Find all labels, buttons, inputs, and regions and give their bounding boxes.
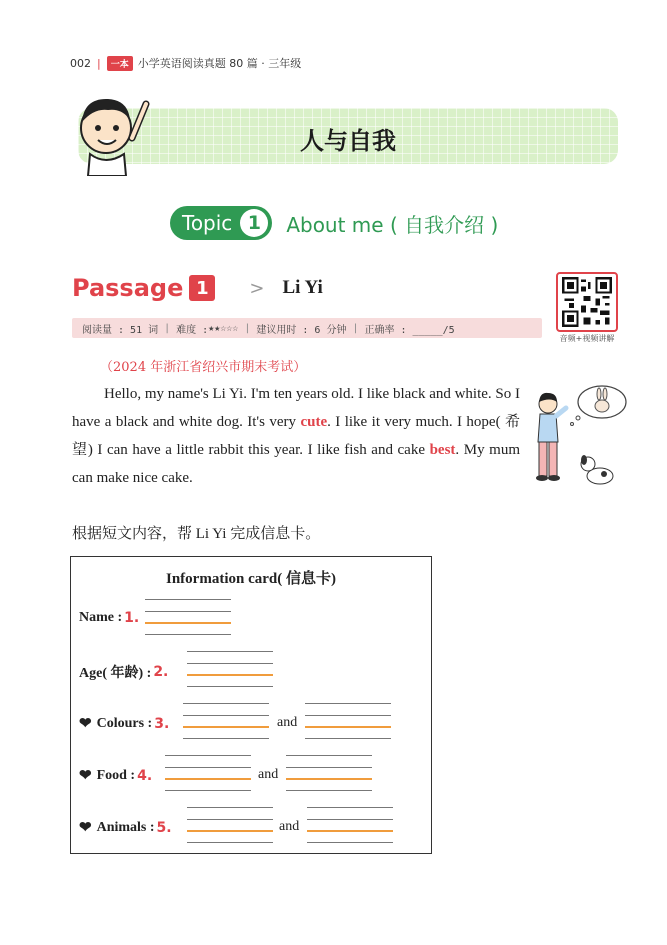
stats-divider: | <box>352 322 359 334</box>
information-card <box>70 556 432 854</box>
answer-blank-5a[interactable] <box>187 830 273 832</box>
difficulty-label: 难度 : <box>176 324 209 336</box>
highlight-word: best <box>429 442 456 458</box>
instruction: 根据短文内容，帮 Li Yi 完成信息卡。 <box>72 526 321 542</box>
guide-line <box>307 819 393 820</box>
book-title: 小学英语阅读真题 80 篇 · 三年级 <box>137 57 302 70</box>
header-divider: | <box>97 56 101 70</box>
guide-line <box>165 755 251 756</box>
card-title: Information card( 信息卡) <box>166 571 336 587</box>
row-label: Name : <box>79 610 123 625</box>
qr-caption: 音频+视频讲解 <box>559 334 615 343</box>
card-row-food <box>79 766 152 785</box>
boy-with-dog-illustration <box>520 380 630 490</box>
row-label: Food : <box>96 767 136 783</box>
card-row-name <box>79 610 139 626</box>
heart-icon: ❤ <box>79 716 92 732</box>
guide-line <box>286 767 372 768</box>
passage-paragraph <box>72 380 520 492</box>
row-label: Colours : <box>96 715 153 731</box>
guide-line <box>307 807 393 808</box>
guide-line <box>187 819 273 820</box>
guide-line <box>187 807 273 808</box>
guide-line <box>286 755 372 756</box>
row-number: 1. <box>124 610 140 626</box>
card-row-age <box>79 662 168 682</box>
stats-divider: | <box>244 322 251 334</box>
topic-heading <box>170 206 498 240</box>
guide-line <box>145 611 231 612</box>
exam-source: （2024 年浙江省绍兴市期末考试） <box>100 360 307 375</box>
guide-line <box>187 651 273 652</box>
passage-title: Li Yi <box>282 277 323 298</box>
text-segment: . I like it very much. I hope( 希望) I can have a little rabbit this year. I like fish and cake <box>72 414 520 458</box>
chapter-title: 人与自我 <box>300 127 396 155</box>
reading-stats-bar <box>72 318 542 338</box>
guide-line <box>165 790 251 791</box>
guide-line <box>183 715 269 716</box>
chevron-right-icon: > <box>249 277 265 299</box>
highlight-word: cute <box>300 414 328 430</box>
passage-text <box>72 380 520 492</box>
suggested-time: 建议用时 : 6 分钟 <box>256 324 347 336</box>
guide-line <box>286 790 372 791</box>
topic-number: 1 <box>240 209 268 237</box>
row-number: 4. <box>137 767 153 784</box>
guide-line <box>145 634 231 635</box>
word-count: 阅读量 : 51 词 <box>82 324 159 336</box>
card-row-colours <box>79 714 169 733</box>
text-segment: Hello, my name's Li Yi. I'm ten years old. I like black and white. So I have a black and white dog. It's very <box>72 386 521 430</box>
stats-divider: | <box>164 322 171 334</box>
and-connector: and <box>279 819 300 834</box>
guide-line <box>165 767 251 768</box>
row-label: Age( 年龄) : <box>79 666 152 681</box>
row-number: 2. <box>153 664 169 680</box>
accuracy: 正确率 : _____/5 <box>364 324 455 336</box>
card-row-animals <box>79 818 172 837</box>
answer-blank-3b[interactable] <box>305 726 391 728</box>
answer-blank-4b[interactable] <box>286 778 372 780</box>
and-connector: and <box>277 715 298 730</box>
guide-line <box>305 738 391 739</box>
passage-label: Passage <box>72 274 184 302</box>
passage-heading <box>72 274 323 302</box>
page-number: 002 <box>70 56 91 70</box>
answer-blank-4a[interactable] <box>165 778 251 780</box>
row-label: Animals : <box>96 819 155 835</box>
answer-blank-2[interactable] <box>187 674 273 676</box>
row-number: 3. <box>154 715 170 732</box>
guide-line <box>187 842 273 843</box>
guide-line <box>183 703 269 704</box>
and-connector: and <box>258 767 279 782</box>
guide-line <box>305 703 391 704</box>
topic-subtitle: About me ( 自我介绍 ) <box>286 212 499 237</box>
series-logo: 一本 <box>107 56 133 71</box>
answer-blank-3a[interactable] <box>183 726 269 728</box>
answer-blank-5b[interactable] <box>307 830 393 832</box>
guide-line <box>187 663 273 664</box>
passage-number: 1 <box>189 275 215 301</box>
heart-icon: ❤ <box>79 768 92 784</box>
guide-line <box>187 686 273 687</box>
guide-line <box>145 599 231 600</box>
guide-line <box>305 715 391 716</box>
heart-icon: ❤ <box>79 820 92 836</box>
boy-pointing-illustration <box>66 86 166 176</box>
qr-code-icon <box>561 277 613 327</box>
guide-line <box>183 738 269 739</box>
text-segment: . My mum can make nice cake. <box>72 442 520 486</box>
answer-blank-1[interactable] <box>145 622 231 624</box>
page-header <box>70 54 301 72</box>
topic-label: Topic <box>182 211 233 235</box>
guide-line <box>307 842 393 843</box>
difficulty-stars-icon: ★★☆☆☆ <box>208 322 239 334</box>
row-number: 5. <box>156 819 172 836</box>
qr-code[interactable] <box>556 272 618 332</box>
topic-badge <box>170 206 272 240</box>
